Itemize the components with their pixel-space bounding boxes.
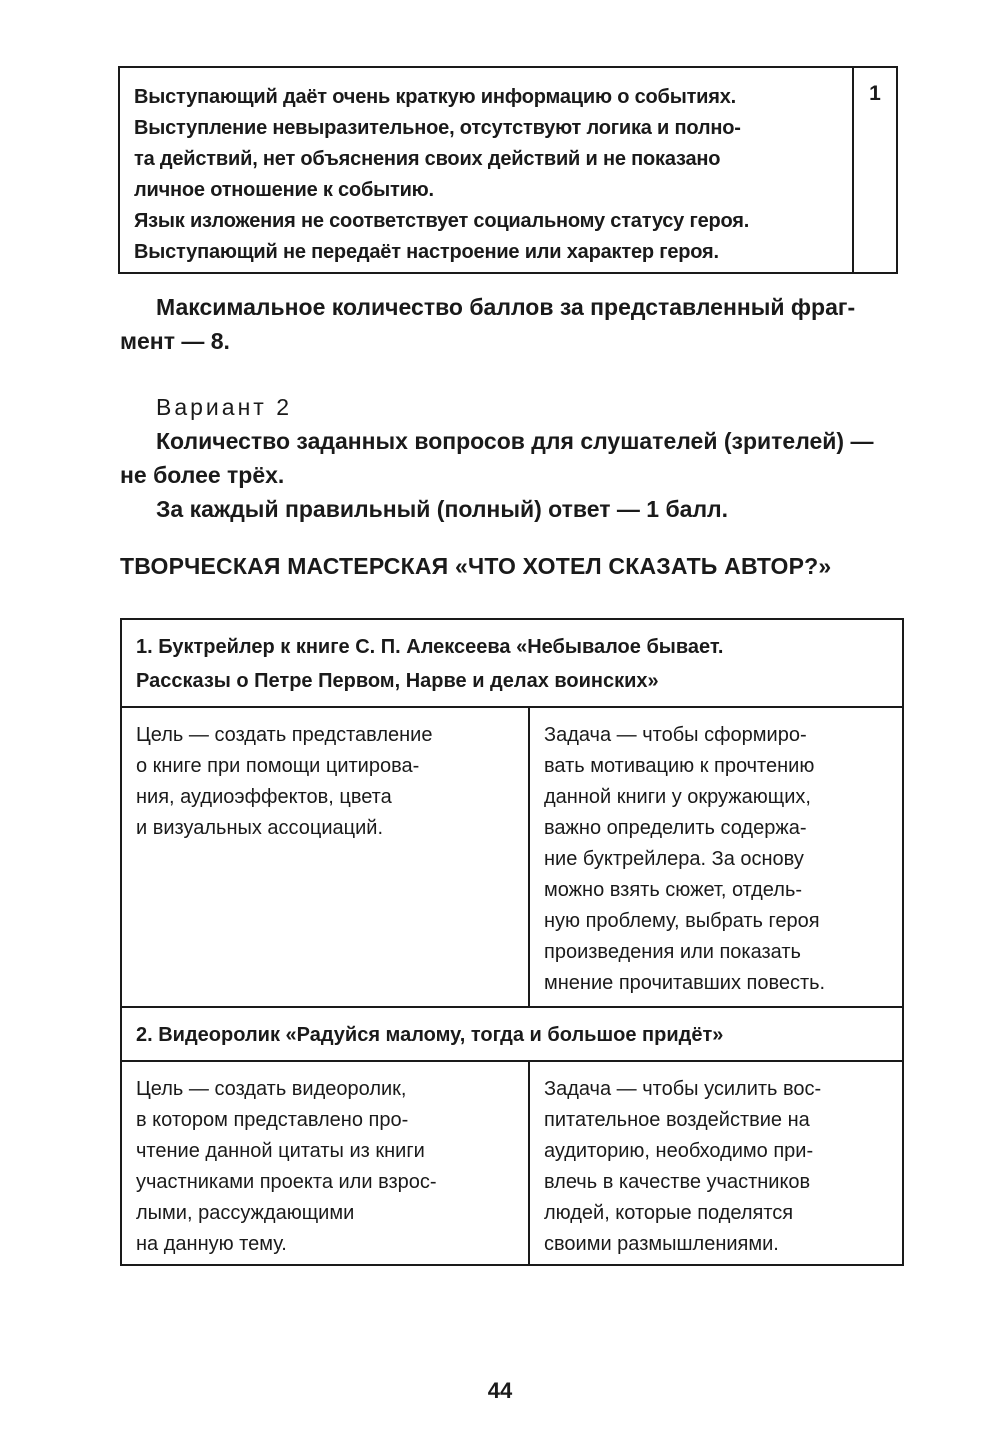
goal-line: ния, аудиоэффектов, цвета	[136, 786, 392, 808]
criteria-line: Выступление невыразительное, отсутствуют логика и полно-	[134, 117, 741, 139]
task-line: произведения или показать	[544, 941, 801, 963]
goal-line: и визуальных ассоциаций.	[136, 817, 384, 839]
workshop-2-goal	[122, 1062, 530, 1264]
max-score-line-1: Максимальное количество баллов за представленный фраг-	[156, 294, 856, 320]
task-line: можно взять сюжет, отдель-	[544, 879, 803, 901]
variant-line-3: За каждый правильный (полный) ответ — 1 балл.	[156, 496, 729, 522]
criteria-line: личное отношение к событию.	[134, 179, 434, 201]
task-line: ную проблему, выбрать героя	[544, 910, 820, 932]
section-heading: ТВОРЧЕСКАЯ МАСТЕРСКАЯ «ЧТО ХОТЕЛ СКАЗАТЬ АВТОР?»	[120, 553, 832, 579]
workshop-table	[120, 618, 904, 1266]
workshop-2-title	[122, 1008, 902, 1062]
workshop-1-details	[122, 708, 902, 1008]
goal-line: в котором представлено про-	[136, 1109, 409, 1131]
criteria-line: Выступающий даёт очень краткую информацию о событиях.	[134, 86, 737, 108]
task-line: данной книги у окружающих,	[544, 786, 811, 808]
task-line: аудиторию, необходимо при-	[544, 1140, 814, 1162]
task-line: влечь в качестве участников	[544, 1171, 811, 1193]
task-line: Задача — чтобы усилить вос-	[544, 1078, 822, 1100]
task-line: вать мотивацию к прочтению	[544, 755, 815, 777]
goal-line: Цель — создать представление	[136, 724, 433, 746]
task-line: важно определить содержа-	[544, 817, 807, 839]
goal-line: участниками проекта или взрос-	[136, 1171, 437, 1193]
variant-line-1: Количество заданных вопросов для слушателей (зрителей) —	[156, 428, 874, 454]
variant-title: Вариант 2	[156, 394, 292, 420]
task-line: людей, которые поделятся	[544, 1202, 794, 1224]
workshop-1-task	[530, 708, 902, 1006]
goal-line: лыми, рассуждающими	[136, 1202, 355, 1224]
max-score-line-2: мент — 8.	[120, 328, 230, 354]
criteria-description	[120, 68, 854, 272]
criteria-table	[118, 66, 898, 274]
workshop-title-line: Рассказы о Петре Первом, Нарве и делах воинских»	[136, 670, 659, 692]
workshop-title-line: 1. Буктрейлер к книге С. П. Алексеева «Небывалое бывает.	[136, 636, 724, 658]
variant-line-2: не более трёх.	[120, 462, 285, 488]
task-line: Задача — чтобы сформиро-	[544, 724, 807, 746]
criteria-line: Выступающий не передаёт настроение или характер героя.	[134, 241, 719, 263]
goal-line: о книге при помощи цитирова-	[136, 755, 420, 777]
workshop-2-task	[530, 1062, 902, 1264]
page-number: 44	[487, 1378, 513, 1403]
criteria-score: 1	[869, 82, 881, 105]
workshop-1-title	[122, 620, 902, 708]
task-line: ние буктрейлера. За основу	[544, 848, 804, 870]
criteria-line: та действий, нет объяснения своих действий и не показано	[134, 148, 721, 170]
task-line: питательное воздействие на	[544, 1109, 810, 1131]
goal-line: чтение данной цитаты из книги	[136, 1140, 425, 1162]
task-line: своими размышлениями.	[544, 1233, 779, 1255]
goal-line: на данную тему.	[136, 1233, 287, 1255]
task-line: мнение прочитавших повесть.	[544, 972, 826, 994]
workshop-title-line: 2. Видеоролик «Радуйся малому, тогда и большое придёт»	[136, 1024, 724, 1046]
goal-line: Цель — создать видеоролик,	[136, 1078, 407, 1100]
workshop-2-details	[122, 1062, 902, 1264]
workshop-1-goal	[122, 708, 530, 1006]
criteria-line: Язык изложения не соответствует социальному статусу героя.	[134, 210, 750, 232]
